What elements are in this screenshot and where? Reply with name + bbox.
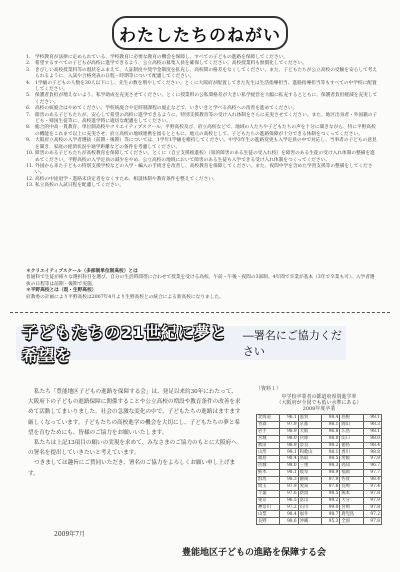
wish-item	[26, 81, 378, 94]
rate-cell: 98.4	[280, 511, 298, 518]
wish-text: 希望するすべての子どもが高校に進学できるよう、公立高校の募集人員を確保してください。高校授業料も無償化してください。	[35, 61, 307, 67]
rate-cell: 97.6	[321, 483, 339, 490]
wish-item	[26, 68, 378, 81]
creative-school-heading: ＊クリエイティブスクール（多部制単位制高校）とは	[26, 269, 138, 274]
prefecture-cell: 徳島	[340, 442, 363, 449]
rate-cell: 97.2	[280, 504, 298, 511]
rate-cell: 98.5	[321, 456, 339, 463]
wish-number: 7.	[26, 112, 31, 118]
prefecture-cell: 兵庫	[298, 435, 321, 442]
rate-cell: 97.8	[363, 504, 381, 511]
rate-cell: 97.9	[363, 497, 381, 504]
prefecture-cell: 東京	[257, 497, 280, 504]
rate-cell: 97.9	[280, 421, 298, 428]
wish-number: 5.	[26, 93, 31, 99]
prefecture-cell: 香川	[340, 449, 363, 456]
rate-cell: 98.7	[321, 511, 339, 518]
prefecture-cell: 岐阜	[298, 470, 321, 477]
prefecture-cell: 鹿児島	[340, 511, 363, 518]
table-row	[257, 415, 382, 422]
rate-cell: 96.5	[280, 497, 298, 504]
rate-cell: 99.0	[321, 504, 339, 511]
rate-cell: 98.0	[363, 435, 381, 442]
table-caption-line: 中学校卒業者の都道府県別進学率	[281, 394, 357, 400]
prefecture-cell: 福井	[298, 511, 321, 518]
rate-cell: 98.4	[280, 456, 298, 463]
wish-text: 総合的中高一貫教育、単位制高校やクリエイティブスクール、平野高校及び、府立高校などで、地域の人たちや子どもたちの声を十分に聞きながら、特に平野高校の機能をこれまで以上に充実させ、府立高校の地域連携を図るとともに、地元の高校として、子どもたちの進路保障が十分できる体制をつくってください。	[35, 125, 376, 137]
wish-number: 8.	[26, 125, 31, 131]
leaflet-paragraph: 私たち「豊能地区子どもの進路を保障する会」は、発足以来約30年にわたって、大阪府下の子どもの進路保障に関係することや公立高校の増設や教育条件の改善を求めて活動してまいりました。社会の急激な変化の中で、子どもたちの進路はますます厳しくなっています。子どもたちの高校進学の機会を大切にし、子どもたちの夢と希望を育むためにも、皆様のご協力をお願いいたします。	[28, 389, 241, 436]
wish-number: 9.	[26, 138, 31, 144]
prefecture-cell: 宮崎	[340, 504, 363, 511]
prefecture-cell: 三重	[298, 463, 321, 470]
wish-number: 10.	[26, 151, 34, 157]
wish-number: 3.	[26, 67, 31, 73]
rate-cell: 96.8	[321, 428, 339, 435]
rate-cell: 98.6	[280, 518, 298, 525]
notes-section	[26, 269, 378, 301]
prefecture-cell: 石川	[298, 504, 321, 511]
prefecture-cell: 山梨	[257, 511, 280, 518]
rate-cell: 98.3	[280, 477, 298, 484]
wish-number: 6.	[26, 106, 31, 112]
hirano-text: 府教委の計画により平野高校は2007年4月より生野高校との統合による新高校になりました。	[26, 294, 224, 300]
wish-text: 障害のある子どもたちが、安心して希望の高校に進学できるように、特別支援教育等の受け入れ体制をさらに充実させてください。また、地区出身者・外国籍の子ども・帰国生徒等に、高校進学時に適切な配慮をしてください。	[35, 112, 378, 125]
rate-cell: 97.2	[363, 511, 381, 518]
prefecture-cell: 鳥取	[298, 456, 321, 463]
prefecture-cell: 愛知	[298, 483, 321, 490]
table-row	[257, 504, 382, 511]
wish-item	[26, 138, 378, 151]
hirano-heading: ＊平野高校とは（現・生野高校）	[26, 288, 97, 294]
rate-cell: 98.1	[321, 449, 339, 456]
prefecture-cell: 大分	[340, 497, 363, 504]
rate-cell: 98.9	[280, 442, 298, 449]
banner-headline: 子どもたちの21世紀に夢と希望を	[22, 323, 227, 365]
prefecture-cell: 和歌山	[298, 449, 321, 456]
wish-item	[26, 183, 378, 189]
prefecture-cell: 長野	[257, 518, 280, 525]
rate-cell: 98.3	[321, 463, 339, 470]
wish-item	[26, 164, 378, 177]
prefecture-cell: 岩手	[257, 428, 280, 435]
wish-text: 学校教育が法律に定められている、学校教育に必要な教育の機会を保障し、すべての子どもの進路を保障してください。	[35, 55, 289, 60]
rate-cell: 97.9	[321, 477, 339, 484]
table-row	[257, 442, 382, 449]
wish-text: 高校の中途退学・進路未決定者をなくすため、相談体制や教育条件を整えてください。	[35, 176, 218, 182]
prefecture-cell: 高知	[340, 463, 363, 470]
prefecture-cell: 秋田	[257, 442, 280, 449]
rate-cell: 98.9	[280, 428, 298, 435]
table-caption-line: 2008年度卒業	[302, 406, 336, 412]
prefecture-cell: 新潟	[298, 490, 321, 497]
wish-text: 保護者負担が増えないよう、私学助成を充実させてください。とくに授業料の公私間格差が大きい私学経営を大幅に拡充するとともに、保護者負担軽減を充実してください。	[35, 93, 378, 105]
dashed-divider	[10, 312, 390, 313]
wish-item	[26, 113, 378, 126]
prefecture-cell: 群馬	[257, 477, 280, 484]
prefecture-cell: 愛媛	[340, 456, 363, 463]
rate-cell: 98.0	[280, 463, 298, 470]
table-row	[257, 483, 382, 490]
table-row	[257, 511, 382, 518]
rate-cell: 95.3	[321, 518, 339, 525]
rate-cell: 98.1	[363, 415, 381, 422]
wish-text: 大阪府立高校の入学者選抜（前期・後期）等については、1学年1学級を維持してください。中学3年生の進路変更も入学定員の中で対応し、当事者の子どもの意見を聞き、家庭の経済状況や通学距離などの条件を考慮してください。	[35, 138, 377, 150]
prefecture-cell: 全国	[340, 518, 363, 525]
rate-cell: 99.1	[280, 449, 298, 456]
prefecture-cell: 長崎	[340, 483, 363, 490]
prefecture-cell: 山形	[257, 449, 280, 456]
leaflet-body	[28, 387, 242, 479]
rate-cell: 97.9	[280, 483, 298, 490]
table-row	[257, 518, 382, 525]
wish-text: 高校の統廃合はやめてください。学校統廃合や定時制課程の廃止などで、いきいきと学べる高校への改善を進めてください。	[35, 106, 298, 112]
rate-cell: 98.1	[321, 421, 339, 428]
table-row	[257, 477, 382, 484]
rate-cell: 97.7	[363, 470, 381, 477]
wish-item	[26, 125, 378, 138]
rate-cell: 98.4	[363, 477, 381, 484]
table-source: （資料１）	[256, 386, 282, 392]
enrollment-table	[256, 414, 382, 525]
table-row	[257, 456, 382, 463]
wishes-list	[26, 55, 378, 190]
table-row	[257, 428, 382, 435]
prefecture-cell: 大阪	[298, 428, 321, 435]
wish-text: 外国から来た子どもの特別支援学校などの入学・編入の手続きを改善し、高校教育を保障してください。また、夜間中学を含めた学習支援等の整備をしてください。	[35, 163, 373, 176]
prefecture-cell: 京都	[298, 421, 321, 428]
prefecture-cell: 千葉	[257, 490, 280, 497]
wish-text: きびしい高校授業料等の現状をふまえて、人証制度や奨学金制度を拡充し、高校間の格差をなくしてください。また、子どもたちが公立高校の受験を安心して考えられるように、入試や合格発表の日程・時期等について配慮してください。	[35, 67, 378, 80]
table-caption-line: （大阪府が全国でも低い水準にある）	[276, 400, 362, 406]
rate-cell: 96.1	[280, 415, 298, 422]
rate-cell: 97.8	[363, 490, 381, 497]
wish-number: 12.	[26, 176, 34, 182]
banner-subtitle: ―署名にご協力ください	[242, 329, 342, 358]
leaflet-paragraph: つきましては趣旨にご賛同いただき、署名のご協力をよろしくお願い申し上げます。	[28, 460, 236, 477]
wish-text: 障害のある子どもたちが高校教育を保障してください。とくに（自立支援推進校）（知的障害のある生徒の受入れ校）を障害のある生徒の受け入れ体制の整備を進めてください。平野高校の入学定員の減少をやめ、公立高校の地域において障害のある生徒も入学できる受け入れ体制をつくってください。	[35, 151, 375, 163]
organization-name: 豊能地区子どもの進路を保障する会	[182, 548, 327, 558]
rate-cell: 96.7	[363, 463, 381, 470]
wish-item	[26, 93, 378, 106]
prefecture-cell: 青森	[257, 421, 280, 428]
rate-cell: 98.1	[363, 428, 381, 435]
prefecture-cell: 沖縄	[298, 518, 321, 525]
rate-cell: 98.5	[321, 490, 339, 497]
rate-cell: 98.4	[363, 442, 381, 449]
rate-cell: 97.9	[363, 456, 381, 463]
table-row	[257, 490, 382, 497]
rate-cell: 98.0	[280, 435, 298, 442]
prefecture-cell: 埼玉	[257, 483, 280, 490]
leaflet-paragraph: 私たちは上記13項目の願いの実現を求めて、みなさまのご協力のもとに大阪府への署名を提出していきたいと考えています。	[28, 440, 237, 457]
date: 2009年7月	[54, 531, 86, 538]
rate-cell: 98.8	[363, 449, 381, 456]
prefecture-cell: 北海道	[257, 415, 280, 422]
banner	[16, 323, 346, 365]
prefecture-cell: 広島	[340, 428, 363, 435]
wish-number: 11.	[26, 163, 34, 169]
prefecture-cell: 福岡	[340, 470, 363, 477]
prefecture-cell: 岡山	[340, 421, 363, 428]
table-row	[257, 435, 382, 442]
rate-cell: 98.2	[321, 442, 339, 449]
rate-cell: 98.0	[321, 435, 339, 442]
table-row	[257, 497, 382, 504]
wish-number: 4.	[26, 80, 31, 86]
rate-cell: 97.8	[363, 518, 381, 525]
table-caption	[256, 394, 382, 412]
table-row	[257, 463, 382, 470]
wish-text: 1学級の子どもの人数を30人以下にし、先生の数を増やしてください。とくに大阪府が配置してきた先生は生活指導担当、進路指導担当等もすべての中学校に配置してください。	[35, 80, 377, 93]
prefecture-cell: 富山	[298, 497, 321, 504]
wish-item	[26, 151, 378, 164]
prefecture-cell: 茨城	[257, 463, 280, 470]
rate-cell: 97.6	[280, 490, 298, 497]
prefecture-cell: 熊本	[340, 490, 363, 497]
prefecture-cell: 栃木	[257, 470, 280, 477]
creative-school-text: 普通科で生徒が様々な選択科目を選び、自分の生活時間帯に合わせて授業を受ける高校。午前・午後・夜間の3部制。4年間で卒業が基本（3年で卒業も可）。入学者選抜の日程等は前期・後期で実施。	[26, 275, 375, 287]
table-row	[257, 470, 382, 477]
prefecture-cell: 静岡	[298, 477, 321, 484]
rate-cell: 98.9	[321, 470, 339, 477]
table-row	[257, 449, 382, 456]
prefecture-cell: 山口	[340, 435, 363, 442]
wish-number: 13.	[26, 183, 34, 189]
rate-cell: 99.2	[321, 497, 339, 504]
prefecture-cell: 福島	[257, 456, 280, 463]
wish-text: 私立高校の入試日程を配慮してください。	[35, 183, 125, 189]
prefecture-cell: 佐賀	[340, 477, 363, 484]
prefecture-cell: 滋賀	[298, 415, 321, 422]
page-title: わたしたちのねがい	[112, 16, 288, 50]
wish-number: 1.	[26, 55, 31, 60]
rate-cell: 98.3	[363, 421, 381, 428]
prefecture-cell: 島根	[340, 415, 363, 422]
rate-cell: 97.4	[363, 483, 381, 490]
prefecture-cell: 奈良	[298, 442, 321, 449]
rate-cell: 98.1	[280, 470, 298, 477]
enrollment-table-block	[256, 385, 396, 525]
prefecture-cell: 宮城	[257, 435, 280, 442]
rate-cell: 98.4	[321, 415, 339, 422]
prefecture-cell: 神奈川	[257, 504, 280, 511]
wish-number: 2.	[26, 61, 31, 67]
table-row	[257, 421, 382, 428]
